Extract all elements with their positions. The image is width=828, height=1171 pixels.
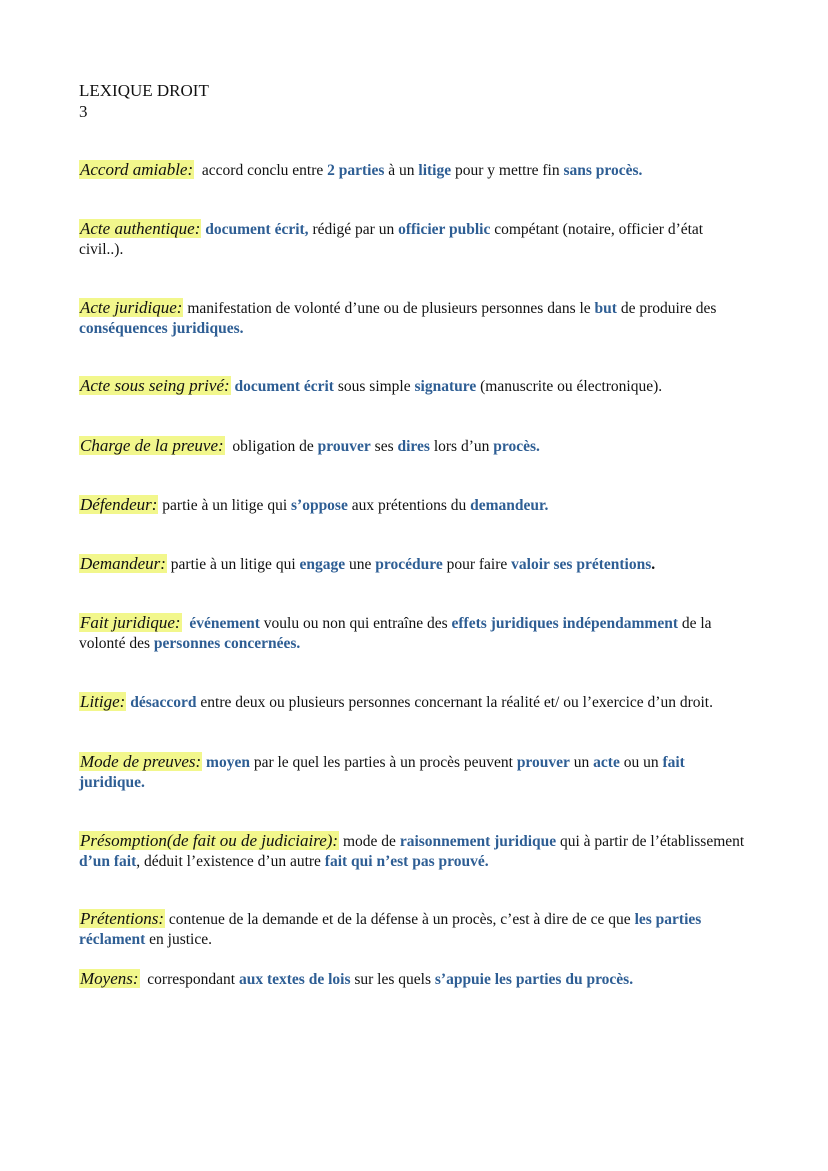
keyword: événement xyxy=(189,615,260,632)
definition-text: aux prétentions du xyxy=(347,497,471,514)
keyword: fait qui n’est pas prouvé. xyxy=(324,853,489,870)
glossary-entry-mode-de-preuves xyxy=(79,752,751,793)
glossary-entry-moyens xyxy=(79,969,751,990)
definition-text: ses xyxy=(370,438,398,455)
definition-text: de produire des xyxy=(616,300,721,317)
document-title: LEXIQUE DROIT xyxy=(79,81,209,100)
definition-text: compétant (notaire, officier d’état civil..). xyxy=(79,221,707,258)
glossary-term: Litige: xyxy=(80,692,126,711)
glossary-entry-fait-juridique xyxy=(79,613,751,654)
definition-text: en justice. xyxy=(145,931,212,948)
definition-text: voulu ou non qui entraîne des xyxy=(259,615,452,632)
keyword: prouver xyxy=(317,438,371,455)
glossary-term: Acte sous seing privé: xyxy=(80,376,230,395)
keyword: s’oppose xyxy=(291,497,348,514)
keyword: désaccord xyxy=(130,694,197,711)
definition-text: par le quel les parties à un procès peuvent xyxy=(249,754,517,771)
definition-text: pour faire xyxy=(442,556,512,573)
definition-text: (manuscrite ou électronique). xyxy=(476,378,663,395)
glossary-entry-acte-authentique xyxy=(79,219,751,260)
definition-text: , déduit l’existence d’un autre xyxy=(136,853,325,870)
glossary-term: Prétentions: xyxy=(80,909,165,928)
definition-text: une xyxy=(345,556,376,573)
keyword: conséquences juridiques. xyxy=(79,320,244,337)
definition-text: sur les quels xyxy=(350,971,435,988)
keyword: sans procès. xyxy=(563,162,643,179)
glossary-term: Acte juridique: xyxy=(80,298,183,317)
keyword: officier public xyxy=(398,221,491,238)
definition-text: contenue de la demande et de la défense à un procès, c’est à dire de ce que xyxy=(165,911,635,928)
glossary-entry-acte-sous-seing-prive xyxy=(79,376,751,397)
keyword: signature xyxy=(414,378,477,395)
glossary-entry-defendeur xyxy=(79,495,751,516)
glossary-term: Présomption(de fait ou de judiciaire): xyxy=(80,831,339,850)
keyword: personnes concernées. xyxy=(153,635,301,652)
glossary-term: Moyens: xyxy=(80,969,139,988)
definition-text: manifestation de volonté d’une ou de plusieurs personnes dans le xyxy=(183,300,595,317)
keyword: valoir ses prétentions xyxy=(511,556,652,573)
definition-text: partie à un litige qui xyxy=(158,497,291,514)
keyword: demandeur. xyxy=(470,497,549,514)
glossary-term: Mode de preuves: xyxy=(80,752,202,771)
keyword: dires xyxy=(397,438,430,455)
glossary-entry-pretentions xyxy=(79,909,751,950)
keyword: procédure xyxy=(375,556,443,573)
glossary-entry-litige xyxy=(79,692,751,713)
glossary-term: Défendeur: xyxy=(80,495,158,514)
definition-text: qui à partir de l’établissement xyxy=(556,833,749,850)
glossary-term: Acte authentique: xyxy=(80,219,201,238)
keyword: engage xyxy=(299,556,346,573)
glossary-term: Charge de la preuve: xyxy=(80,436,224,455)
definition-text: ou un xyxy=(619,754,663,771)
definition-text: partie à un litige qui xyxy=(166,556,300,573)
definition-text: mode de xyxy=(339,833,400,850)
glossary-entry-acte-juridique xyxy=(79,298,751,339)
keyword: moyen xyxy=(206,754,250,771)
definition-text: entre deux ou plusieurs personnes concernant la réalité et/ ou l’exercice d’un droit. xyxy=(196,694,713,711)
keyword: d’un fait xyxy=(79,853,137,870)
definition-text: de la volonté des xyxy=(79,615,716,652)
keyword: aux textes de lois xyxy=(238,971,351,988)
definition-text: à un xyxy=(384,162,419,179)
keyword: prouver xyxy=(516,754,570,771)
keyword: document écrit, xyxy=(205,221,309,238)
glossary-term: Accord amiable: xyxy=(80,160,194,179)
keyword: acte xyxy=(593,754,620,771)
keyword: fait juridique. xyxy=(79,754,689,791)
glossary-entry-charge-de-la-preuve xyxy=(79,436,751,457)
keyword: but xyxy=(594,300,617,317)
definition-text: accord conclu entre xyxy=(194,162,328,179)
glossary-entry-accord-amiable xyxy=(79,160,751,181)
glossary-term: Fait juridique: xyxy=(80,613,181,632)
document-number: 3 xyxy=(79,102,88,121)
definition-text: rédigé par un xyxy=(308,221,399,238)
keyword: s’appuie les parties du procès. xyxy=(434,971,634,988)
keyword: 2 parties xyxy=(327,162,385,179)
definition-text: sous simple xyxy=(333,378,415,395)
glossary-entry-demandeur xyxy=(79,554,751,575)
keyword: document écrit xyxy=(234,378,334,395)
definition-text: . xyxy=(651,556,656,573)
glossary-entry-presomption xyxy=(79,831,751,872)
definition-text: un xyxy=(569,754,594,771)
document-header xyxy=(79,80,209,122)
keyword: procès. xyxy=(493,438,540,455)
keyword: litige xyxy=(418,162,452,179)
glossary-term: Demandeur: xyxy=(80,554,166,573)
keyword: les parties réclament xyxy=(79,911,706,948)
keyword: raisonnement juridique xyxy=(399,833,557,850)
definition-text: pour y mettre fin xyxy=(451,162,564,179)
keyword: effets juridiques indépendamment xyxy=(451,615,678,632)
definition-text: obligation de xyxy=(224,438,318,455)
definition-text: lors d’un xyxy=(429,438,494,455)
definition-text: correspondant xyxy=(139,971,239,988)
